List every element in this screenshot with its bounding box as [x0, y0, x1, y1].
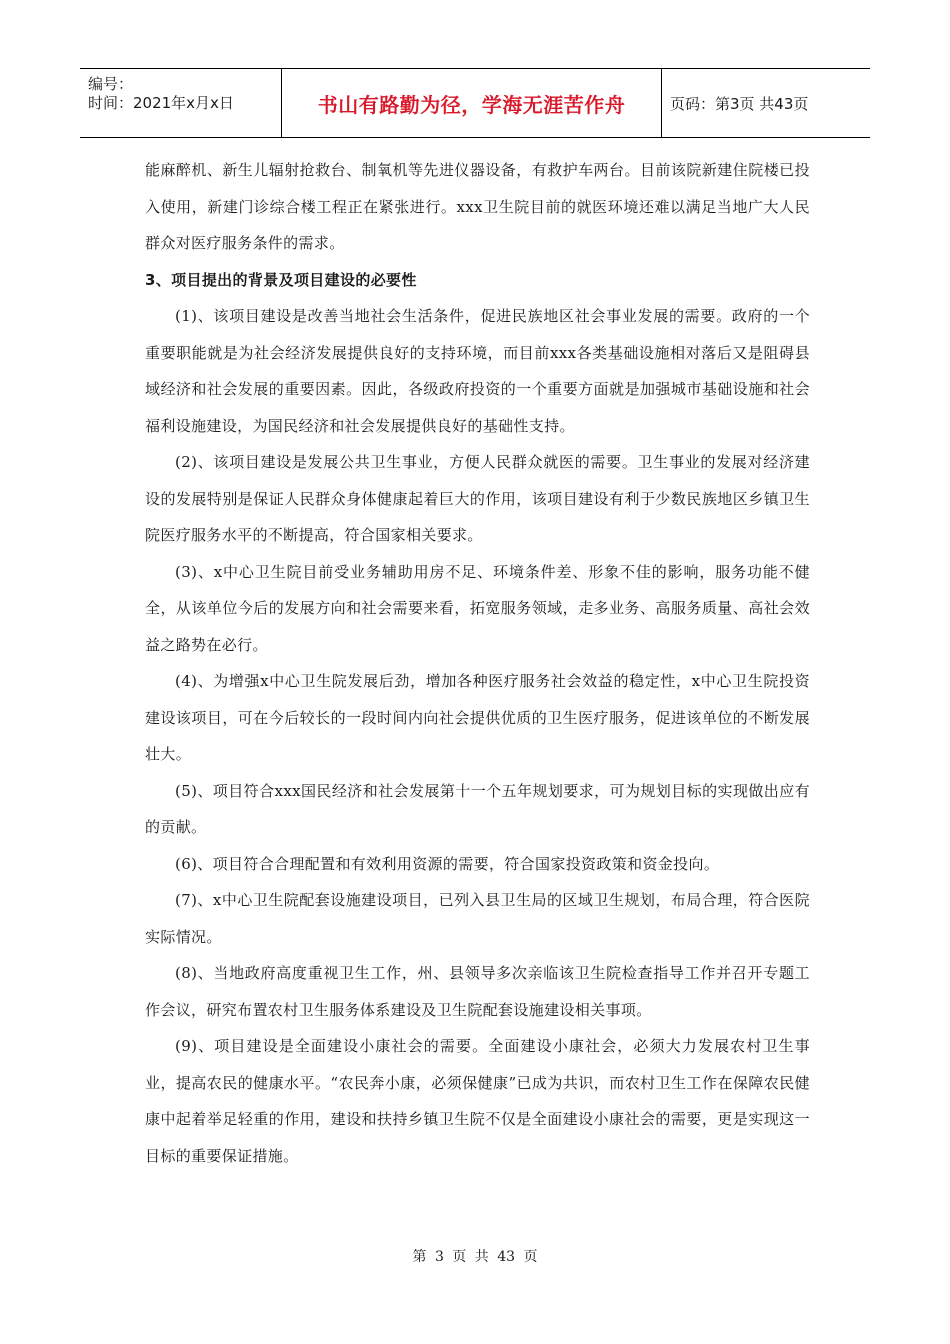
body-paragraph: 能麻醉机、新生儿辐射抢救台、制氧机等先进仪器设备，有救护车两台。目前该院新建住院楼已投入使用，新建门诊综合楼工程正在紧张进行。xxx卫生院目前的就医环境还难以满足当地广大人民群众对医疗服务条件的需求。	[145, 161, 810, 252]
body-paragraph: (1)、该项目建设是改善当地社会生活条件，促进民族地区社会事业发展的需要。政府的一个重要职能就是为社会经济发展提供良好的支持环境，而目前xxx各类基础设施相对落后又是阻碍县域经济和社会发展的重要因素。因此，各级政府投资的一个重要方面就是加强城市基础设施和社会福利设施建设，为国民经济和社会发展提供良好的基础性支持。	[145, 307, 810, 435]
body-paragraph: (5)、项目符合xxx国民经济和社会发展第十一个五年规划要求，可为规划目标的实现做出应有的贡献。	[145, 781, 810, 836]
body-paragraph: (2)、该项目建设是发展公共卫生事业，方便人民群众就医的需要。卫生事业的发展对经济建设的发展特别是保证人民群众身体健康起着巨大的作用，该项目建设有利于少数民族地区乡镇卫生院医疗服务水平的不断提高，符合国家相关要求。	[145, 453, 810, 544]
document-body	[145, 152, 810, 1174]
page-footer: 第 3 页 共 43 页	[412, 1249, 538, 1265]
body-paragraph: (7)、x中心卫生院配套设施建设项目，已列入县卫生局的区域卫生规划，布局合理，符合医院实际情况。	[145, 891, 810, 946]
document-date-label: 时间：2021年x月x日	[88, 94, 234, 112]
document-number-label: 编号：	[88, 75, 134, 93]
header-motto: 书山有路勤为径，学海无涯苦作舟	[281, 69, 662, 137]
section-heading: 3、项目提出的背景及项目建设的必要性	[145, 270, 417, 289]
body-paragraph: (4)、为增强x中心卫生院发展后劲，增加各种医疗服务社会效益的稳定性，x中心卫生院投资建设该项目，可在今后较长的一段时间内向社会提供优质的卫生医疗服务，促进该单位的不断发展壮大。	[145, 672, 810, 763]
body-paragraph: (9)、项目建设是全面建设小康社会的需要。全面建设小康社会，必须大力发展农村卫生事业，提高农民的健康水平。“农民奔小康，必须保健康”已成为共识，而农村卫生工作在保障农民健康中起着举足轻重的作用，建设和扶持乡镇卫生院不仅是全面建设小康社会的需要，更是实现这一目标的重要保证措施。	[145, 1037, 810, 1165]
body-paragraph: (6)、项目符合合理配置和有效利用资源的需要，符合国家投资政策和资金投向。	[175, 854, 720, 873]
body-paragraph: (8)、当地政府高度重视卫生工作，州、县领导多次亲临该卫生院检查指导工作并召开专题工作会议，研究布置农村卫生服务体系建设及卫生院配套设施建设相关事项。	[145, 964, 810, 1019]
page-header	[80, 68, 870, 138]
header-meta-cell	[80, 69, 281, 137]
header-page-info: 页码：第3页 共43页	[670, 94, 809, 113]
body-paragraph: (3)、x中心卫生院目前受业务辅助用房不足、环境条件差、形象不佳的影响，服务功能不健全，从该单位今后的发展方向和社会需要来看，拓宽服务领域，走多业务、高服务质量、高社会效益之路势在必行。	[145, 562, 810, 654]
